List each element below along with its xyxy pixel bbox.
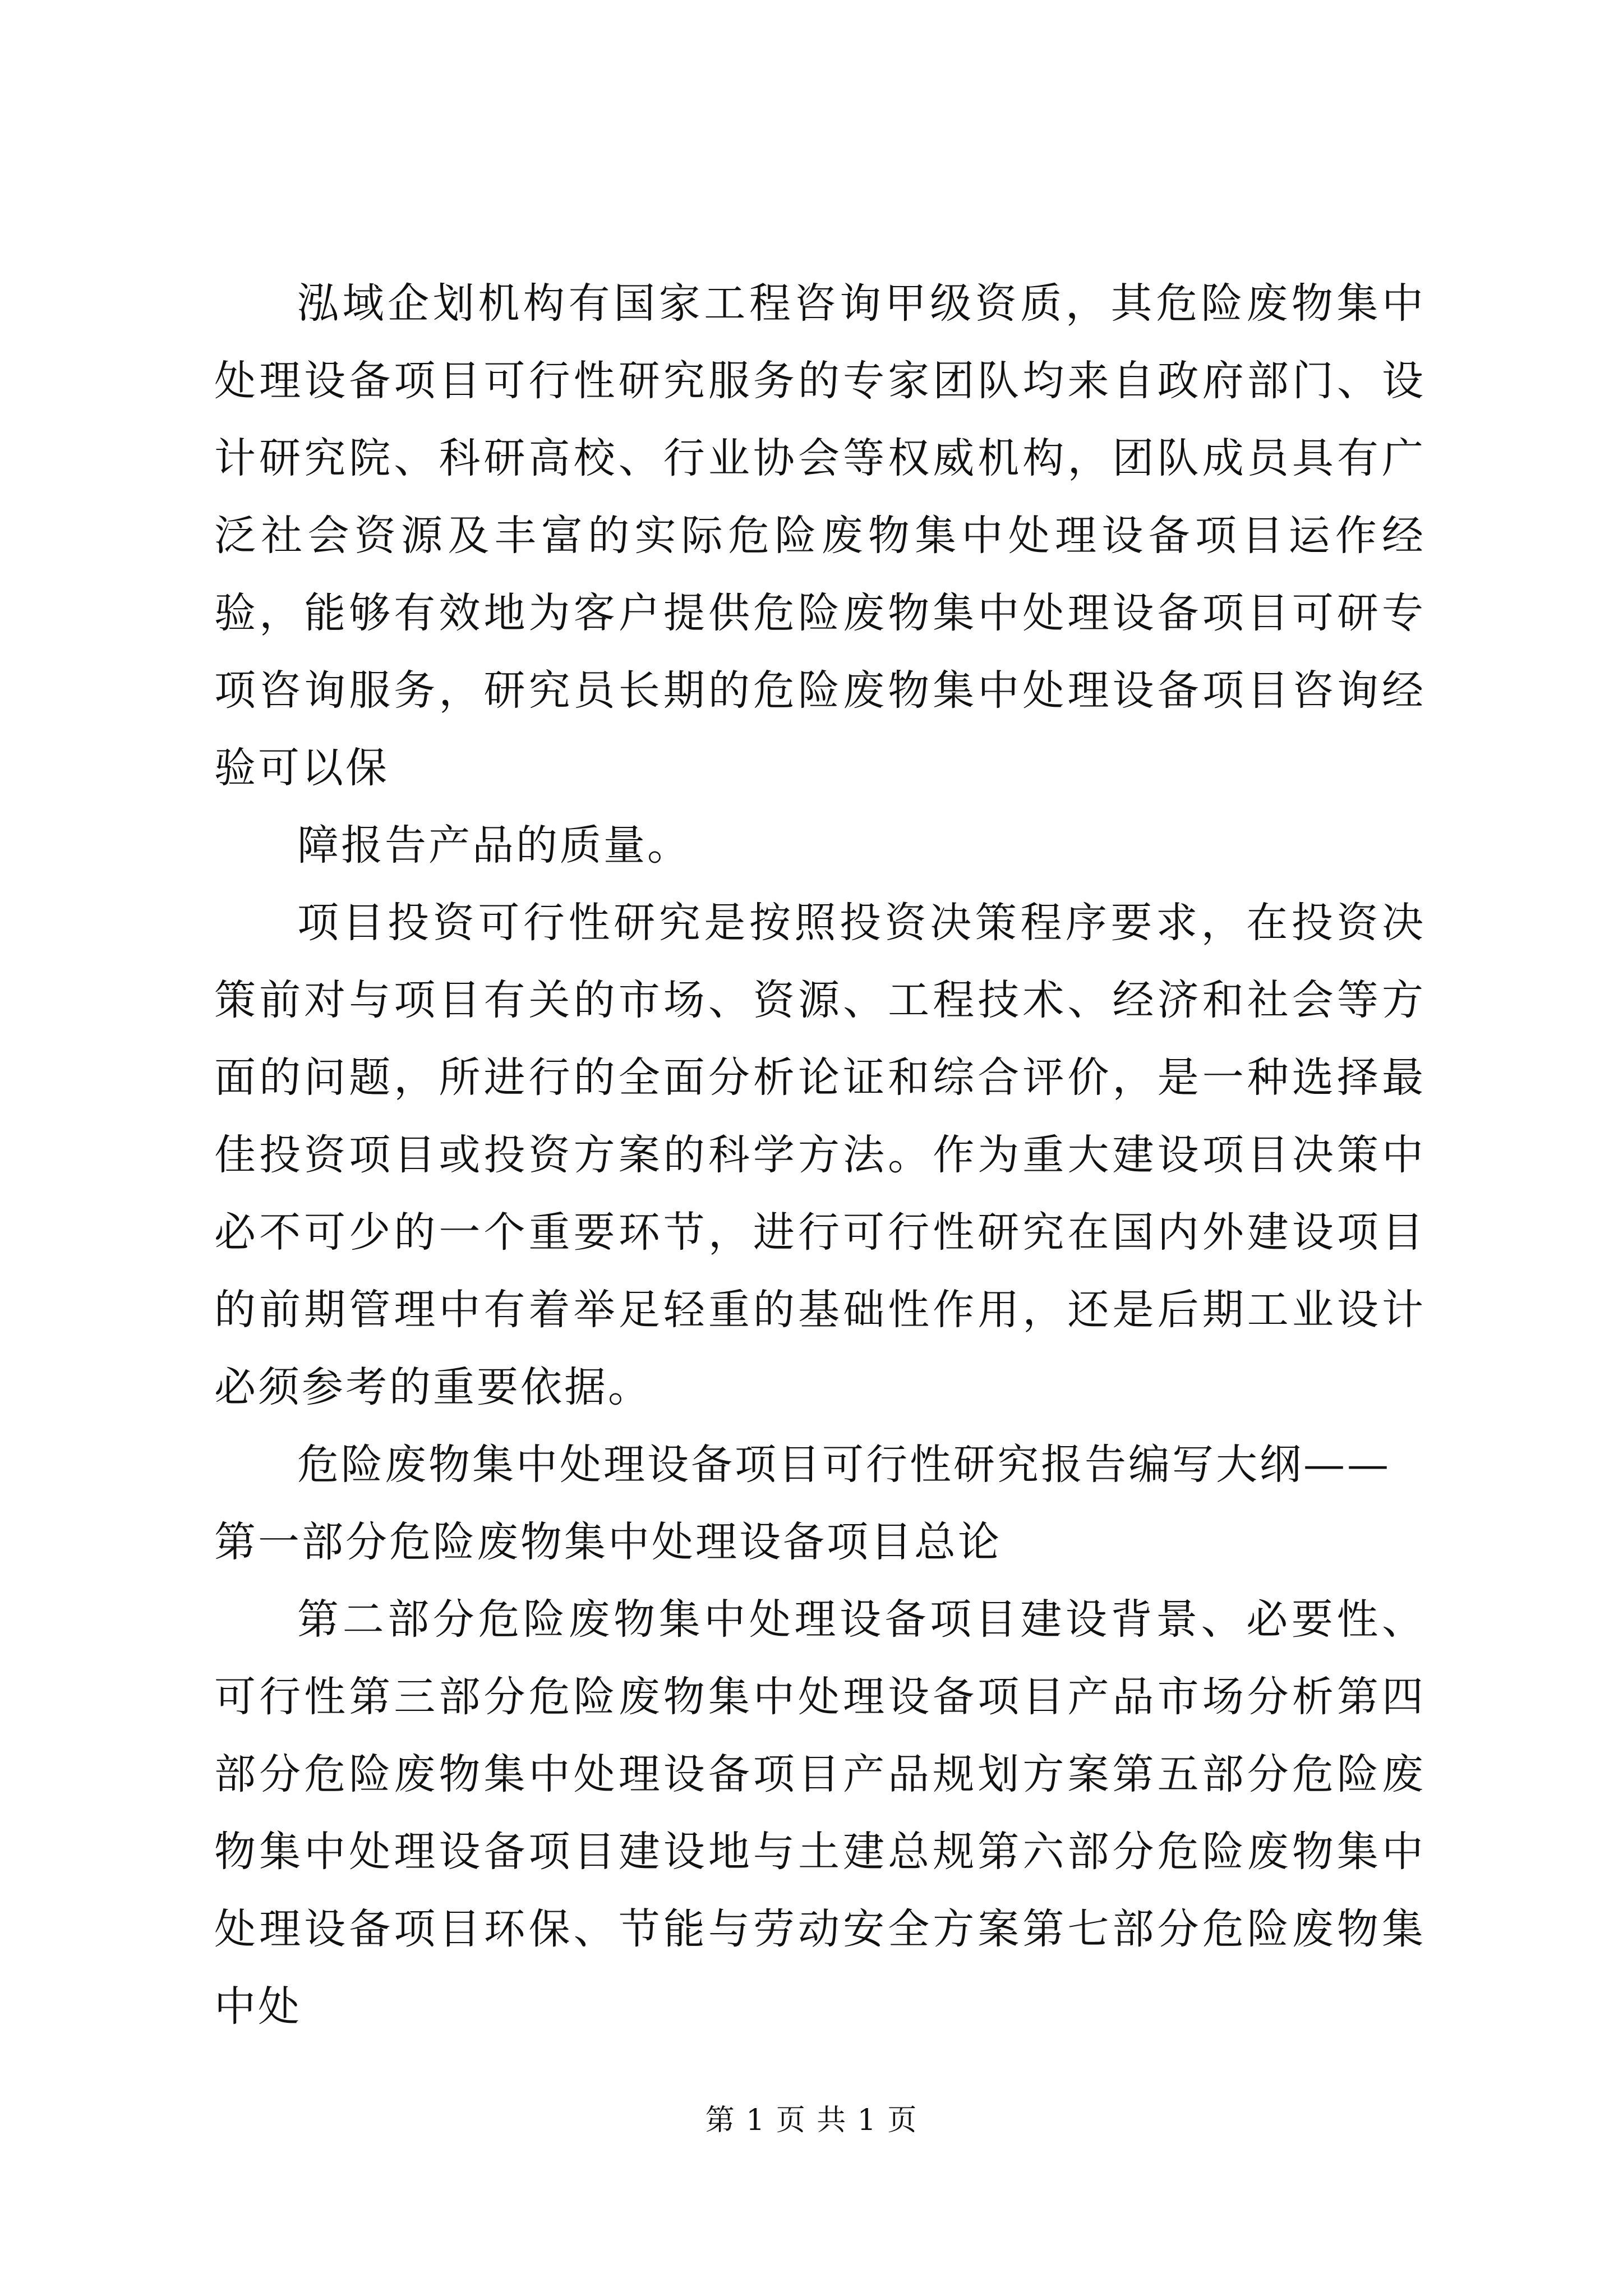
document-body [214,265,1426,2045]
paragraph-quality: 障报告产品的质量。 [297,821,691,869]
paragraph-feasibility-definition: 项目投资可行性研究是按照投资决策程序要求，在投资决策前对与项目有关的市场、资源、工程技术、经济和社会等方面的问题，所进行的全面分析论证和综合评价，是一种选择最佳投资项目或投资方案的科学方法。作为重大建设项目决策中必不可少的一个重要环节，进行可行性研究在国内外建设项目的前期管理中有着举足轻重的基础性作用，还是后期工业设计必须参考的重要依据。 [214,899,1426,1411]
outline-part-one: 第一部分危险废物集中处理设备项目总论 [214,1518,1002,1566]
outline-heading: 危险废物集中处理设备项目可行性研究报告编写大纲—— [297,1441,1391,1489]
paragraph-qualification: 泓域企划机构有国家工程咨询甲级资质，其危险废物集中处理设备项目可行性研究服务的专家团队均来自政府部门、设计研究院、科研高校、行业协会等权威机构，团队成员具有广泛社会资源及丰富的实际危险废物集中处理设备项目运作经验，能够有效地为客户提供危险废物集中处理设备项目可研专项咨询服务，研究员长期的危险废物集中处理设备项目咨询经验可以保 [214,279,1426,792]
page-footer: 第 1 页 共 1 页 [705,2104,918,2137]
outline-parts-list: 第二部分危险废物集中处理设备项目建设背景、必要性、可行性第三部分危险废物集中处理设备项目产品市场分析第四部分危险废物集中处理设备项目产品规划方案第五部分危险废物集中处理设备项目建设地与土建总规第六部分危险废物集中处理设备项目环保、节能与劳动安全方案第七部分危险废物集中处 [214,1595,1426,2031]
